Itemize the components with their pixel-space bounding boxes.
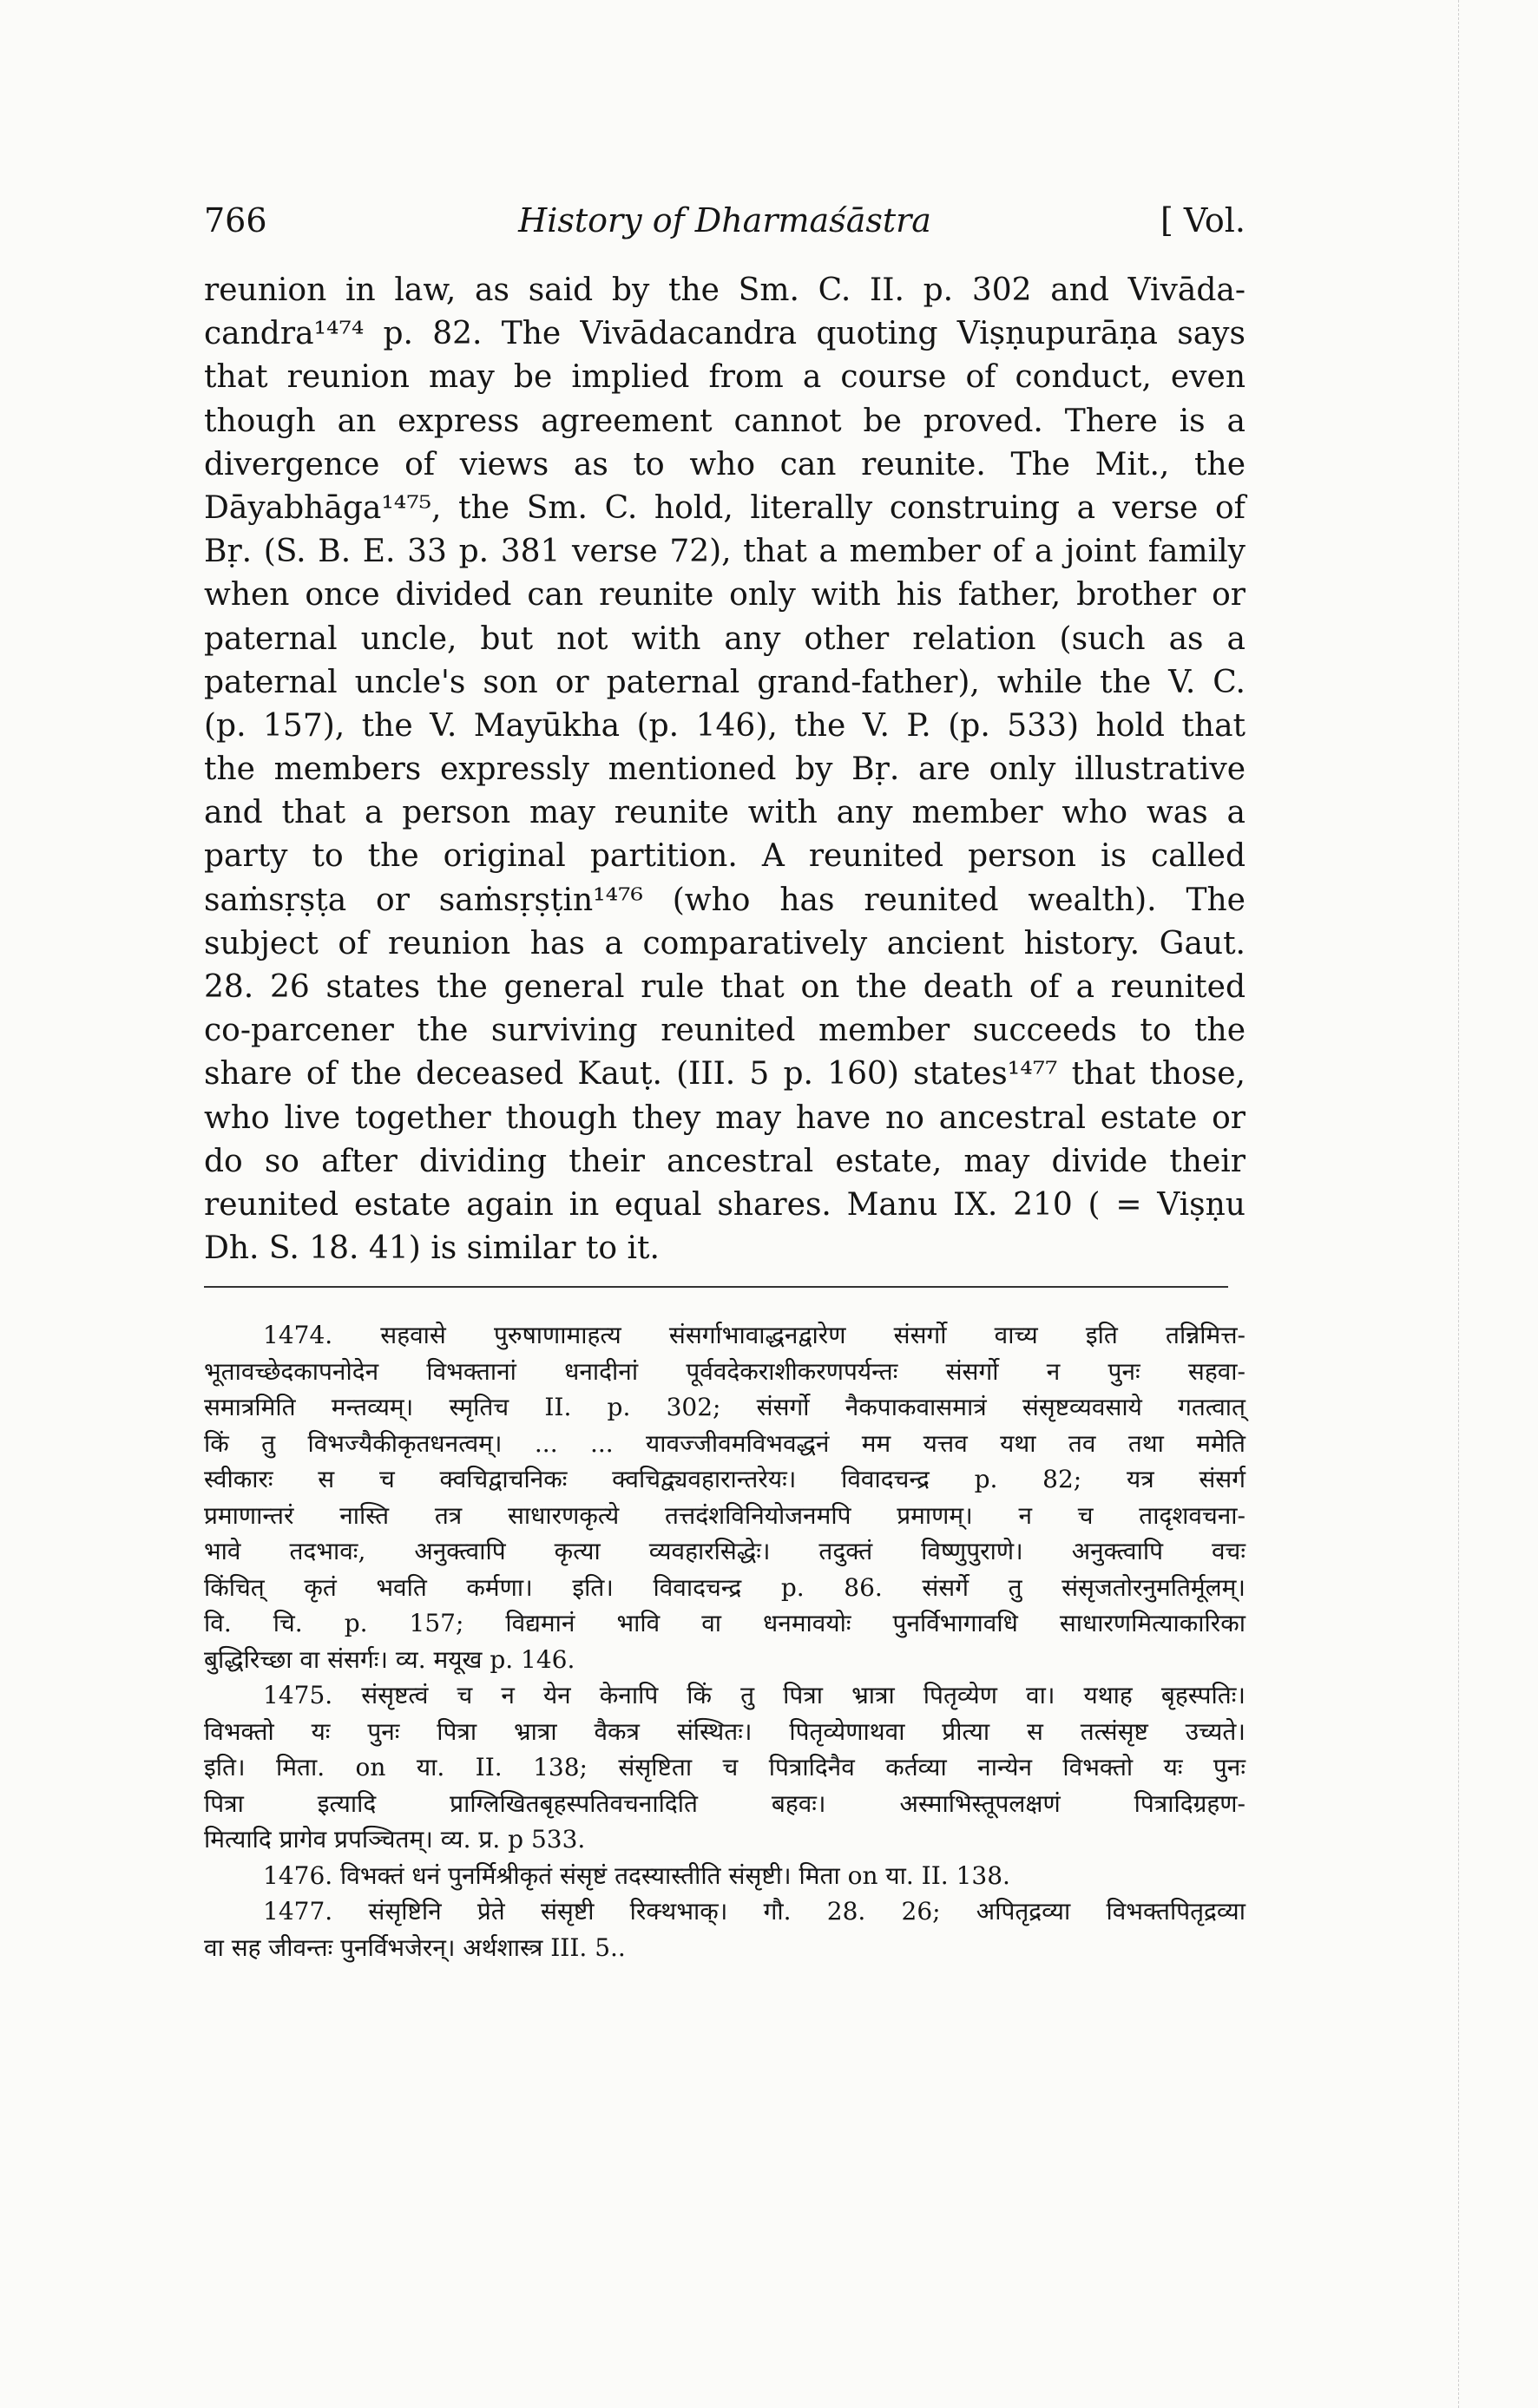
body-line: do so after dividing their ancestral estate, may divide their <box>204 1143 1246 1179</box>
body-line: who live together though they may have no ancestral estate or <box>204 1099 1246 1136</box>
body-line: party to the original partition. A reunited person is called <box>204 838 1246 875</box>
body-line: and that a person may reunite with any member who was a <box>204 795 1246 831</box>
running-header <box>204 201 1246 253</box>
footnote-line: भावे तदभावः, अनुक्त्वापि कृत्या व्यवहारसिद्धेः। तदुक्तं विष्णुपुराणे। अनुक्त्वापि वचः <box>204 1537 1246 1565</box>
scan-margin-line <box>1458 0 1459 2408</box>
footnote-line: 1474. सहवासे पुरुषाणामाहत्य संसर्गाभावाद्धनद्वारेण संसर्गो वाच्य इति तन्निमित्त- <box>263 1321 1246 1349</box>
footnote-line: किं तु विभज्यैकीकृतधनत्वम्। ... ... यावज्जीवमविभवद्धनं मम यत्तव यथा तव तथा ममेति <box>204 1428 1246 1458</box>
footnote-line: वा सह जीवन्तः पुनर्विभजेरन्। अर्थशास्त्र III. 5.. <box>204 1932 626 1962</box>
main-text <box>204 269 1246 1270</box>
body-line: subject of reunion has a comparatively ancient history. Gaut. <box>204 925 1246 961</box>
volume-label: [ Vol. <box>1160 201 1246 239</box>
body-line: though an express agreement cannot be proved. There is a <box>204 403 1246 439</box>
footnote-line: इति। मिता. on या. II. 138; संसृष्टिता च पित्रादिनैव कर्तव्या नान्येन विभक्तो यः पुनः <box>204 1753 1246 1781</box>
footnote-line: 1477. संसृष्टिनि प्रेते संसृष्टी रिक्थभाक्। गौ. 28. 26; अपितृद्रव्या विभक्तपितृद्रव्या <box>263 1897 1246 1926</box>
body-line: Dāyabhāga¹⁴⁷⁵, the Sm. C. hold, literally construing a verse of <box>204 489 1246 526</box>
footnote-line: बुद्धिरिच्छा वा संसर्गः। व्य. मयूख p. 146. <box>204 1644 575 1674</box>
footnote-line: पित्रा इत्यादि प्राग्लिखितबृहस्पतिवचनादिति बहवः। अस्माभिस्तूपलक्षणं पित्रादिग्रहण- <box>204 1788 1246 1818</box>
footnote-line: विभक्तो यः पुनः पित्रा भ्रात्रा वैकत्र संस्थितः। पितृव्येणाथवा प्रीत्या स तत्संसृष्ट उच्यते। <box>204 1716 1246 1746</box>
body-line: the members expressly mentioned by Bṛ. are only illustrative <box>204 751 1246 788</box>
body-line: 28. 26 states the general rule that on the death of a reunited <box>204 969 1246 1005</box>
footnote-divider <box>204 1286 1228 1288</box>
footnote-line: समात्रमिति मन्तव्यम्। स्मृतिच II. p. 302; संसर्गो नैकपाकवासमात्रं संसृष्टव्यवसाये गतत्वात् <box>204 1393 1246 1421</box>
body-line: reunion in law, as said by the Sm. C. II. p. 302 and Vivāda- <box>204 272 1246 308</box>
running-title: History of Dharmaśāstra <box>518 201 931 239</box>
body-line: share of the deceased Kauṭ. (III. 5 p. 160) states¹⁴⁷⁷ that those, <box>204 1056 1246 1092</box>
footnote-line: मित्यादि प्रागेव प्रपञ्चितम्। व्य. प्र. p 533. <box>204 1825 586 1854</box>
body-line: that reunion may be implied from a course of conduct, even <box>204 359 1246 396</box>
body-line: candra¹⁴⁷⁴ p. 82. The Vivādacandra quoting Viṣṇupurāṇa says <box>204 316 1246 352</box>
page-number: 766 <box>204 201 267 239</box>
footnote-line: भूतावच्छेदकापनोदेन विभक्तानां धनादीनां पूर्ववदेकराशीकरणपर्यन्तः संसर्गो न पुनः सहवा- <box>204 1356 1246 1386</box>
footnotes <box>204 1317 1246 1965</box>
body-line: (p. 157), the V. Mayūkha (p. 146), the V. P. (p. 533) hold that <box>204 707 1246 744</box>
body-line: when once divided can reunite only with his father, brother or <box>204 577 1246 613</box>
body-line: saṁsṛṣṭa or saṁsṛṣṭin¹⁴⁷⁶ (who has reunited wealth). The <box>204 882 1246 918</box>
body-line: paternal uncle, but not with any other relation (such as a <box>204 620 1246 657</box>
footnote-line: वि. चि. p. 157; विद्यमानं भावि वा धनमावयोः पुनर्विभागावधि साधारणमित्याकारिका <box>204 1609 1246 1637</box>
body-line: reunited estate again in equal shares. Manu IX. 210 ( = Viṣṇu <box>204 1186 1246 1223</box>
body-line: paternal uncle's son or paternal grand-father), while the V. C. <box>204 664 1246 700</box>
footnote-line: स्वीकारः स च क्वचिद्वाचनिकः क्वचिद्व्यवहारान्तरेयः। विवादचन्द्र p. 82; यत्र संसर्ग <box>204 1465 1246 1493</box>
body-line: co-parcener the surviving reunited member succeeds to the <box>204 1013 1246 1049</box>
footnote-line: 1476. विभक्तं धनं पुनर्मिश्रीकृतं संसृष्टं तदस्यास्तीति संसृष्टी। मिता on या. II. 138. <box>263 1860 1010 1890</box>
footnote-line: 1475. संसृष्टत्वं च न येन केनापि किं तु पित्रा भ्रात्रा पितृव्येण वा। यथाह बृहस्पतिः। <box>263 1681 1246 1709</box>
footnote-line: प्रमाणान्तरं नास्ति तत्र साधारणकृत्ये तत्तदंशविनियोजनमपि प्रमाणम्। न च तादृशवचना- <box>204 1500 1246 1530</box>
body-line: Dh. S. 18. 41) is similar to it. <box>204 1230 660 1267</box>
body-line: divergence of views as to who can reunite. The Mit., the <box>204 446 1246 482</box>
body-line: Bṛ. (S. B. E. 33 p. 381 verse 72), that a member of a joint family <box>204 534 1246 570</box>
footnote-line: किंचित् कृतं भवति कर्मणा। इति। विवादचन्द्र p. 86. संसर्गे तु संसृजतोरनुमतिर्मूलम्। <box>204 1572 1246 1602</box>
